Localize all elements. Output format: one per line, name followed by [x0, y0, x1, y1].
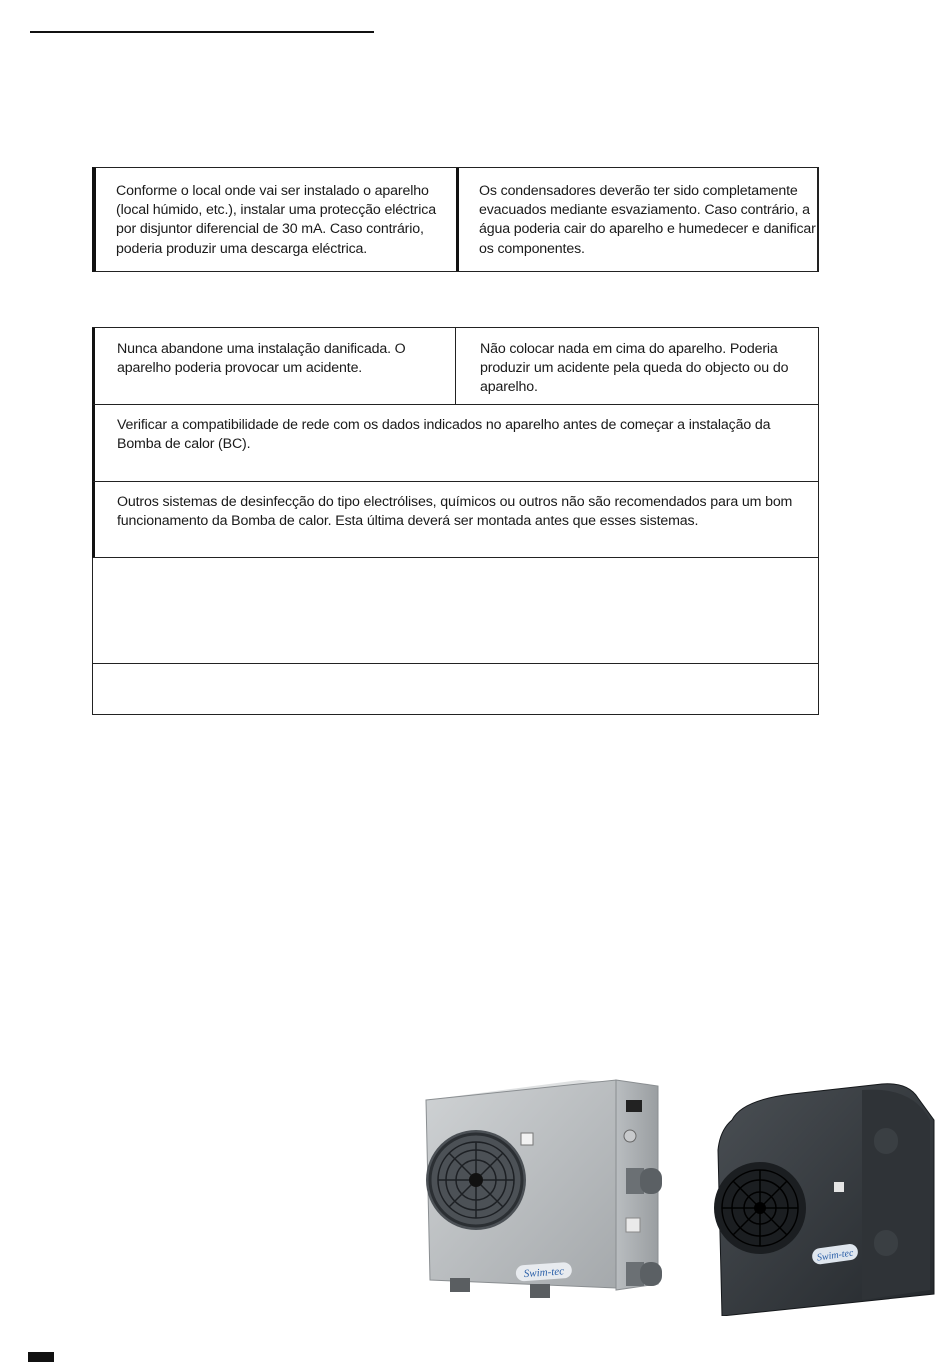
svg-text:Swim-tec: Swim-tec: [816, 1247, 855, 1264]
notice-damaged-text: Nunca abandone uma instalação danificada. O aparelho poderia provocar um acidente.: [117, 341, 406, 377]
notice-cell-nothing-on-top: [455, 328, 818, 404]
heat-pump-black-image: [712, 1080, 938, 1316]
warning-cell-condensers: [459, 168, 817, 271]
notice-row-2: [93, 405, 818, 482]
header-rule: [30, 31, 374, 33]
notice-disinfection-text: Outros sistemas de desinfecção do tipo electrólises, químicos ou outros não são recomendados para um bom funcionamento da Bomba de calor. Esta última deverá ser montada antes que esses sistemas.: [117, 494, 793, 530]
notice-row-empty: [93, 558, 818, 664]
warning-cell-electrical: [96, 168, 459, 271]
warning-electrical-text: Conforme o local onde vai ser instalado o aparelho (local húmido, etc.), instalar uma protecção eléctrica por disjuntor diferencial de 30 mA. Caso contrário, poderia produzir uma descarga eléctrica.: [116, 183, 436, 257]
notice-cell-damaged: [93, 328, 456, 404]
page-marker: [28, 1352, 54, 1362]
notice-row-1: [93, 328, 818, 405]
notice-row-3: [93, 482, 818, 558]
heat-pump-silver-image: [420, 1078, 688, 1310]
notices-table: [92, 327, 819, 715]
notice-nothing-on-top-text: Não colocar nada em cima do aparelho. Poderia produzir um acidente pela queda do objecto ou do aparelho.: [480, 341, 789, 396]
notice-network-text: Verificar a compatibilidade de rede com os dados indicados no aparelho antes de começar a instalação da Bomba de calor (BC).: [117, 417, 771, 453]
warnings-table: [92, 167, 819, 272]
svg-text:Swim-tec: Swim-tec: [523, 1265, 565, 1281]
notice-row-empty-2: [93, 664, 818, 714]
warning-condensers-text: Os condensadores deverão ter sido completamente evacuados mediante esvaziamento. Caso contrário, a água poderia cair do aparelho e humedecer e danificar os componentes.: [479, 183, 816, 257]
